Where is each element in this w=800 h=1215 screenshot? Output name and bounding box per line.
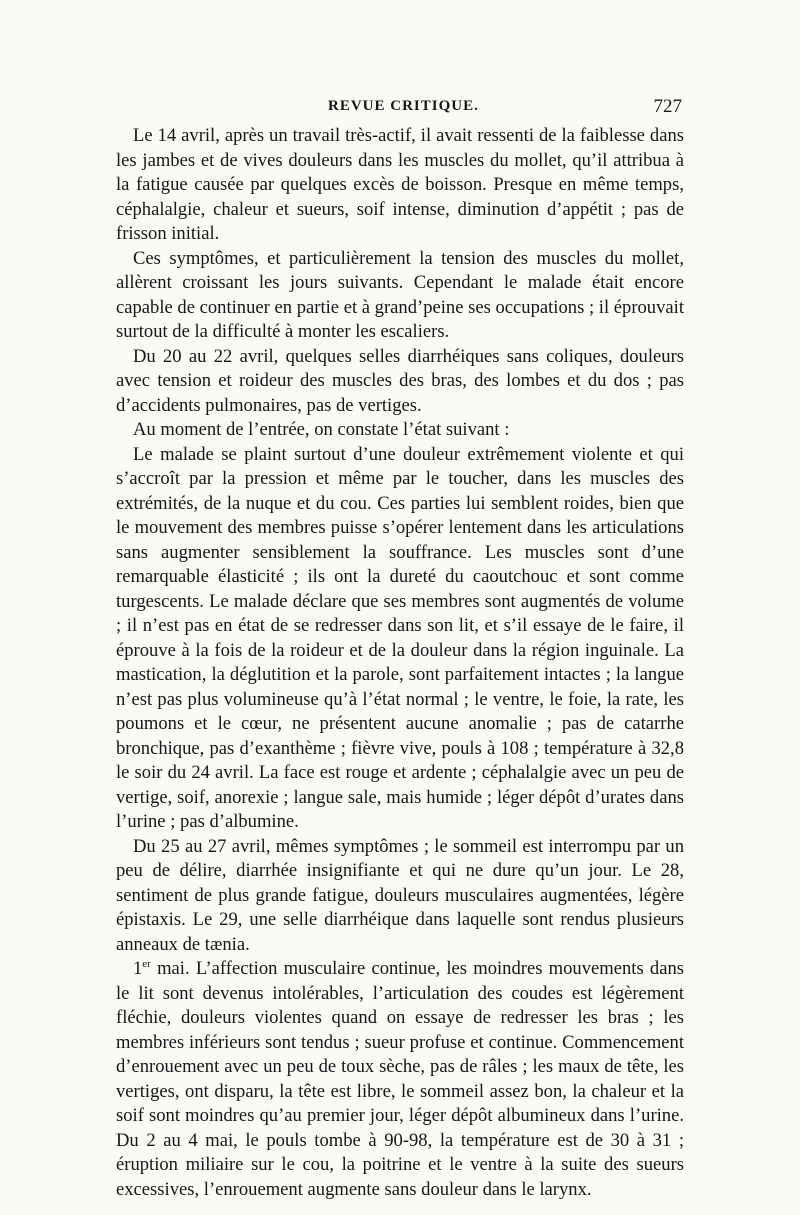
page-header	[116, 96, 684, 124]
paragraph: Le 14 avril, après un travail très-actif, il avait ressenti de la faiblesse dans les jambes et de vives douleurs dans les muscles du mollet, qu’il attribua à la fatigue causée par quelques excès de boisson. Presque en même temps, céphalalgie, chaleur et sueurs, soif intense, diminution d’appétit ; pas de frisson initial.	[116, 125, 684, 244]
paragraph: Ces symptômes, et particulièrement la tension des muscles du mollet, allèrent croissant les jours suivants. Cependant le malade était encore capable de continuer en partie et à grand’peine ses occupations ; il éprouvait surtout de la difficulté à monter les escaliers.	[116, 247, 684, 342]
paragraph	[116, 957, 684, 1202]
paragraph: Au moment de l’entrée, on constate l’état suivant :	[133, 419, 510, 440]
day-number: 1	[133, 958, 143, 979]
paragraph: Du 20 au 22 avril, quelques selles diarrhéiques sans coliques, douleurs avec tension et roideur des muscles des bras, des lombes et du dos ; pas d’accidents pulmonaires, pas de vertiges.	[116, 345, 684, 416]
running-title: REVUE CRITIQUE.	[328, 98, 479, 114]
paragraph: Le malade se plaint surtout d’une douleur extrêmement violente et qui s’accroît par la pression et même par le toucher, dans les muscles des extrémités, de la nuque et du cou. Ces parties lui semblent roides, bien que le mouvement des membres puisse s’opérer lentement dans les articulations sans augmenter sensiblement la souffrance. Les muscles sont d’une remarquable élasticité ; ils ont la dureté du caoutchouc et sont comme turgescents. Le malade déclare que ses membres sont augmentés de volume ; il n’est pas en état de se redresser dans son lit, et s’il essaye de le faire, il éprouve à la fois de la roideur et de la douleur dans la région inguinale. La mastication, la déglutition et la parole, sont parfaitement intactes ; la langue n’est pas plus volumineuse qu’à l’état normal ; le ventre, le foie, la rate, les poumons et le cœur, ne présentent aucune anomalie ; pas de catarrhe bronchique, pas d’exanthème ; fièvre vive, pouls à 108 ; température à 32,8 le soir du 24 avril. La face est rouge et ardente ; céphalalgie avec un peu de vertige, soif, anorexie ; langue sale, mais humide ; léger dépôt d’urates dans l’urine ; pas d’albumine.	[116, 443, 684, 832]
paragraph: Du 25 au 27 avril, mêmes symptômes ; le sommeil est interrompu par un peu de délire, diarrhée insignifiante et qui ne dure qu’un jour. Le 28, sentiment de plus grande fatigue, douleurs musculaires augmentées, légère épistaxis. Le 29, une selle diarrhéique dans laquelle sont rendus plusieurs anneaux de tænia.	[116, 835, 684, 955]
page-number: 727	[653, 96, 682, 117]
ordinal-suffix: er	[142, 957, 151, 970]
article-body	[116, 124, 684, 1202]
page	[116, 96, 684, 1202]
paragraph-text: mai. L’affection musculaire continue, les moindres mouvements dans le lit sont devenus intolérables, l’articulation des coudes est légèrement fléchie, douleurs violentes quand on essaye de redresser les bras ; les membres inférieurs sont tendus ; sueur profuse et continue. Commencement d’enrouement avec un peu de toux sèche, pas de râles ; les maux de tête, les vertiges, ont disparu, la tête est libre, le sommeil assez bon, la chaleur et la soif sont moindres qu’au premier jour, léger dépôt albumineux dans l’urine. Du 2 au 4 mai, le pouls tombe à 90-98, la température est de 30 à 31 ; éruption miliaire sur le cou, la poitrine et le ventre à la suite des sueurs excessives, l’enrouement augmente sans douleur dans le larynx.	[116, 958, 684, 1200]
